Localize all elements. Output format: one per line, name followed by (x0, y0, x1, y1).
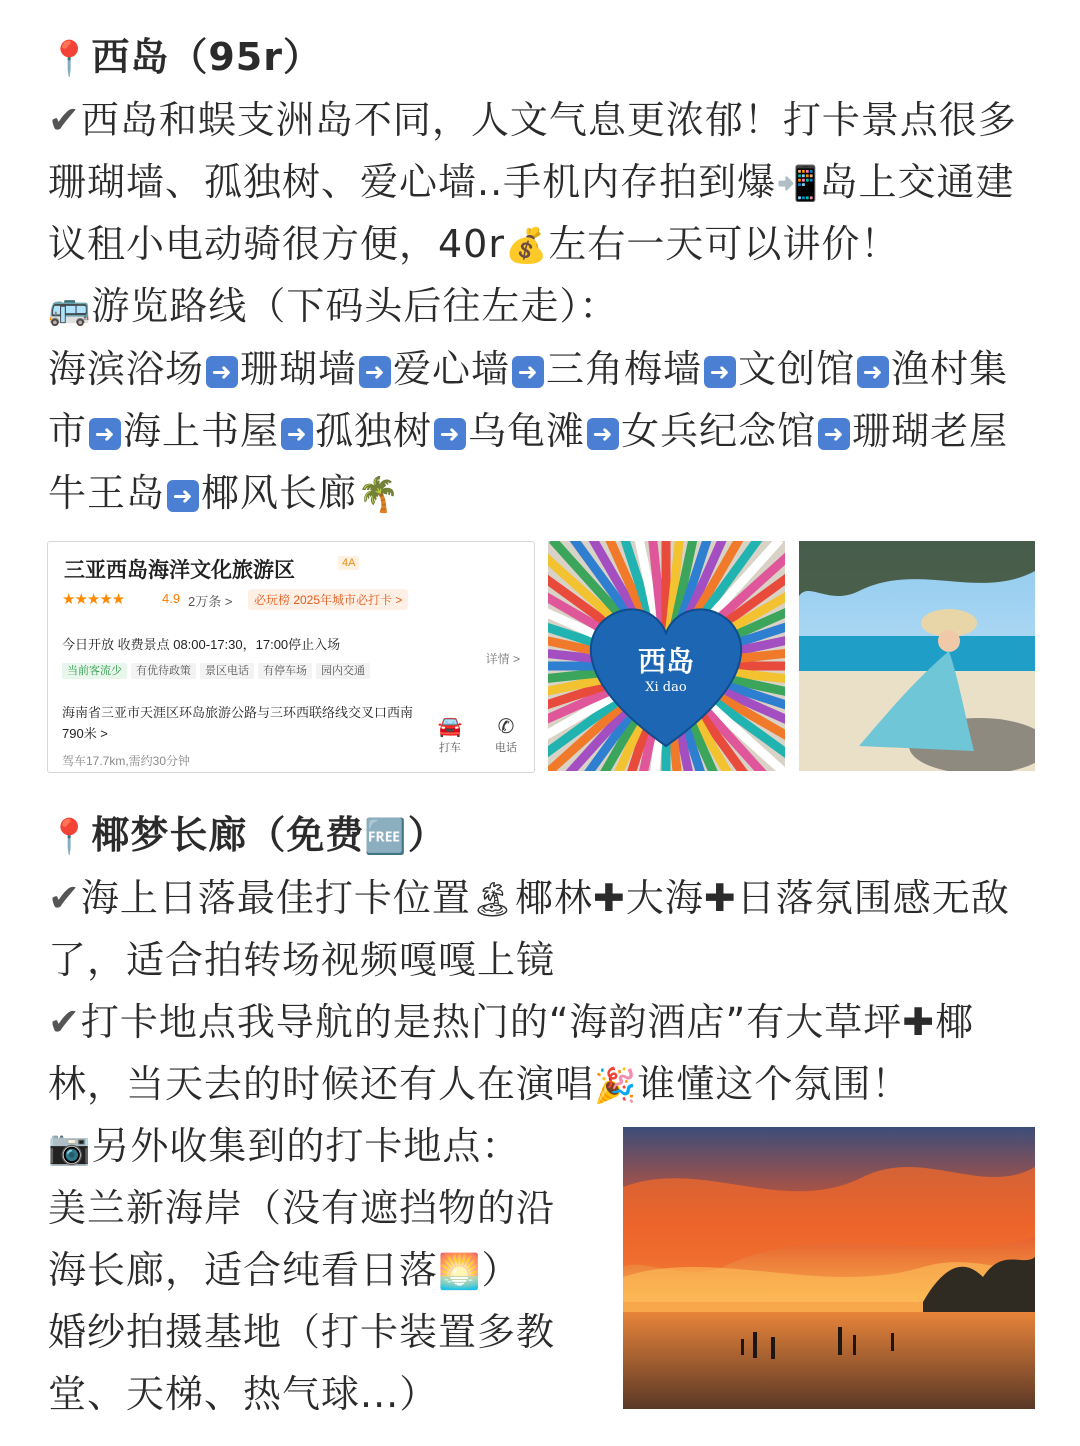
place-name: 三亚西岛海洋文化旅游区 (64, 559, 295, 582)
tag-policy: 有优待政策 (131, 663, 196, 679)
party-popper-icon: 🎉 (594, 1066, 638, 1106)
review-count-link[interactable]: 2万条 > (188, 594, 233, 609)
phone-button[interactable] (486, 714, 526, 755)
pin-icon: 📍 (48, 817, 92, 857)
section1-desc-line3: 议租小电动骑很方便，40r💰左右一天可以讲价！ (48, 222, 900, 266)
section2-desc1-line2: 了，适合拍转场视频嘎嘎上镜 (48, 938, 556, 982)
spot1-line2: 海长廊，适合纯看日落🌅） (48, 1248, 521, 1292)
route-line2: 市 ➜ 海上书屋 ➜ 孤独树 ➜ 乌龟滩 ➜ 女兵纪念馆 ➜ 珊瑚老屋 (48, 409, 1009, 453)
taxi-button[interactable] (430, 714, 470, 755)
heart-subtitle: Xi dao (645, 680, 687, 695)
arrow-right-icon: ➜ (434, 418, 466, 450)
pin-icon: 📍 (48, 39, 92, 79)
spots-heading: 📷另外收集到的打卡地点： (48, 1124, 521, 1168)
camera-icon: 📷 (48, 1128, 92, 1168)
section1-desc-line1: ✔西岛和蜈支洲岛不同，人文气息更浓郁！打卡景点很多 (48, 98, 1017, 142)
beach-image (799, 541, 1035, 771)
spot1-line1: 美兰新海岸（没有遮挡物的沿 (48, 1186, 556, 1230)
money-bag-icon: 💰 (504, 226, 549, 266)
section2-desc1-line1: ✔海上日落最佳打卡位置🏝椰林✚大海✚日落氛围感无敌 (48, 876, 1010, 920)
arrow-right-icon: ➜ (704, 356, 736, 388)
arrow-right-icon: ➜ (587, 418, 619, 450)
tag-parking: 有停车场 (258, 663, 312, 679)
heart-wall-image (548, 541, 785, 771)
check-icon: ✔ (48, 876, 81, 920)
rank-badge[interactable]: 必玩榜 2025年城市必打卡 > (248, 589, 408, 610)
rating-stars-icon: ★★★★★ (62, 591, 125, 608)
section1-title: 📍西岛（95r） (48, 35, 322, 79)
tag-phone: 景区电话 (200, 663, 254, 679)
section2-desc2-line2: 林，当天去的时候还有人在演唱🎉谁懂这个氛围！ (48, 1062, 911, 1106)
arrow-right-icon: ➜ (818, 418, 850, 450)
rating-score: 4.9 (162, 591, 181, 606)
route-line3: 牛王岛 ➜ 椰风长廊🌴 (48, 471, 401, 515)
tag-crowd: 当前客流少 (62, 663, 127, 679)
mobile-phone-icon: 📲 (776, 164, 820, 204)
palm-tree-icon: 🌴 (357, 475, 401, 515)
arrow-right-icon: ➜ (167, 480, 199, 512)
phone-icon: ✆ (497, 716, 515, 738)
check-icon: ✔ (48, 1000, 81, 1044)
plus-icon: ✚ (703, 876, 737, 920)
spot2-line2: 堂、天梯、热气球...） (48, 1372, 439, 1416)
drive-info: 驾车17.7km,需约30分钟 (62, 754, 191, 768)
plus-icon: ✚ (902, 1000, 936, 1044)
section2-title: 📍椰梦长廊（免费🆓） (48, 813, 447, 857)
plus-icon: ✚ (593, 876, 626, 920)
map-place-card[interactable] (47, 541, 535, 773)
opening-hours: 今日开放 收费景点 08:00-17:30，17:00停止入场 (62, 637, 341, 652)
check-icon: ✔ (48, 98, 81, 142)
car-icon: 🚘 (437, 716, 463, 738)
arrow-right-icon: ➜ (512, 356, 544, 388)
sunset-icon: 🌅 (438, 1252, 482, 1292)
arrow-right-icon: ➜ (359, 356, 391, 388)
arrow-right-icon: ➜ (206, 356, 238, 388)
arrow-right-icon: ➜ (89, 418, 121, 450)
section1-desc-line2: 珊瑚墙、孤独树、爱心墙..手机内存拍到爆📲岛上交通建 (48, 160, 1015, 204)
route-heading: 🚌游览路线（下码头后往左走）： (48, 284, 619, 328)
sunset-photo (623, 1127, 1035, 1409)
section2-desc2-line1: ✔打卡地点我导航的是热门的“海韵酒店”有大草坪✚椰 (48, 1000, 975, 1044)
bus-icon: 🚌 (48, 288, 92, 328)
heart-title: 西岛 (637, 645, 695, 678)
taxi-label: 打车 (439, 742, 461, 754)
arrow-right-icon: ➜ (857, 356, 889, 388)
sunset-image (623, 1127, 1035, 1409)
island-icon: 🏝 (470, 880, 516, 920)
free-icon: 🆓 (364, 817, 408, 857)
heart-wall-photo (548, 541, 785, 771)
address-text[interactable]: 海南省三亚市天涯区环岛旅游公路与三环西联络线交叉口西南790米 > (62, 705, 414, 741)
beach-photo (799, 541, 1035, 771)
route-line1: 海滨浴场 ➜ 珊瑚墙 ➜ 爱心墙 ➜ 三角梅墙 ➜ 文创馆 ➜ 渔村集 (48, 347, 1009, 391)
tag-list (62, 662, 374, 678)
place-level-badge: 4A (338, 556, 359, 570)
arrow-right-icon: ➜ (281, 418, 313, 450)
detail-link[interactable]: 详情 > (485, 652, 520, 666)
spot2-line1: 婚纱拍摄基地（打卡装置多教 (48, 1310, 556, 1354)
phone-label: 电话 (495, 742, 517, 754)
tag-transport: 园内交通 (316, 663, 370, 679)
